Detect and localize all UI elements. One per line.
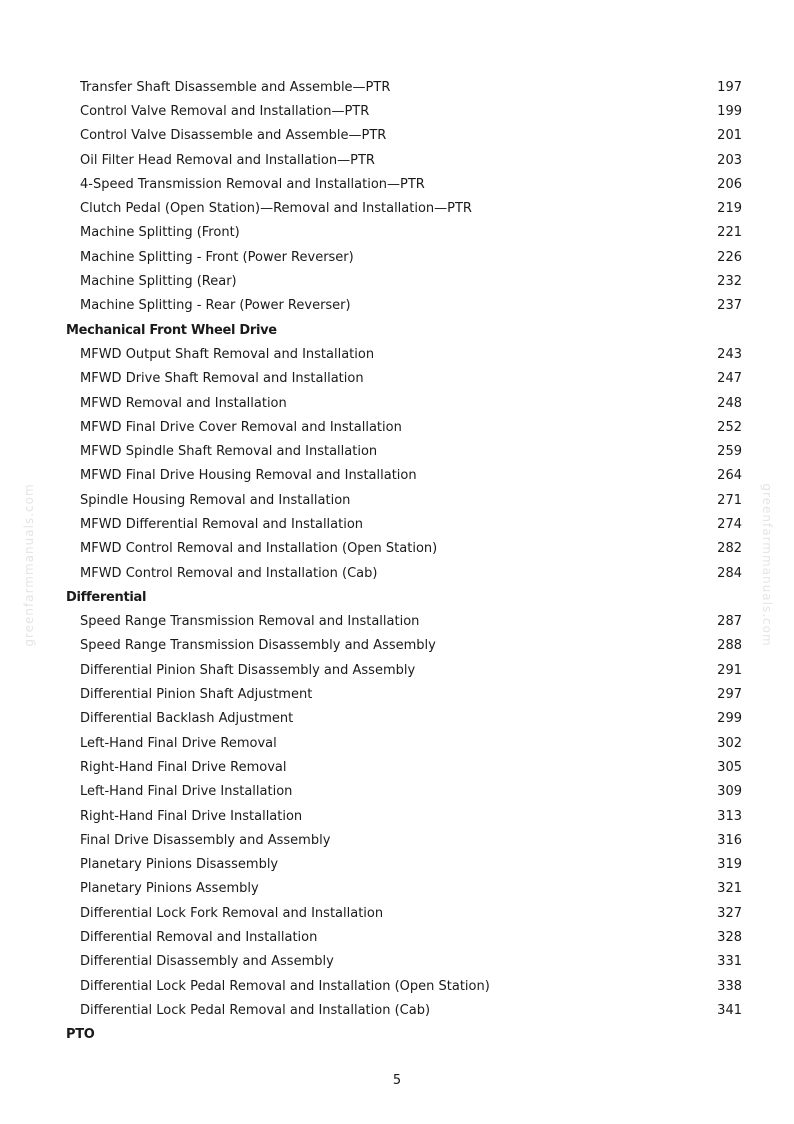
toc-entry[interactable] — [66, 610, 742, 634]
entry-title: Speed Range Transmission Removal and Installation — [80, 614, 420, 630]
entry-title: Differential Lock Pedal Removal and Installation (Open Station) — [80, 978, 490, 994]
toc-entry[interactable] — [66, 342, 742, 366]
entry-page-number: 328 — [717, 930, 742, 946]
toc-entry[interactable] — [66, 925, 742, 949]
toc-entry[interactable] — [66, 99, 742, 123]
entry-page-number: 309 — [717, 784, 742, 800]
entry-title: Spindle Housing Removal and Installation — [80, 492, 351, 508]
toc-entry[interactable] — [66, 367, 742, 391]
entry-title: Machine Splitting - Front (Power Reverser) — [80, 249, 354, 265]
toc-entry[interactable] — [66, 124, 742, 148]
entry-title: Control Valve Disassemble and Assemble—PTR — [80, 128, 387, 144]
entry-page-number: 288 — [717, 638, 742, 654]
entry-title: Machine Splitting (Rear) — [80, 274, 237, 290]
toc-entry[interactable] — [66, 853, 742, 877]
entry-title: Left-Hand Final Drive Installation — [80, 784, 293, 800]
entry-title: Machine Splitting (Front) — [80, 225, 240, 241]
entry-title: MFWD Final Drive Cover Removal and Installation — [80, 419, 402, 435]
entry-page-number: 219 — [717, 201, 742, 217]
entry-title: Transfer Shaft Disassemble and Assemble—PTR — [80, 79, 391, 95]
entry-title: Speed Range Transmission Disassembly and Assembly — [80, 638, 436, 654]
entry-page-number: 341 — [717, 1002, 742, 1018]
entry-page-number: 313 — [717, 808, 742, 824]
toc-entry[interactable] — [66, 634, 742, 658]
toc-entry[interactable] — [66, 439, 742, 463]
entry-page-number: 319 — [717, 857, 742, 873]
toc-section-heading — [66, 585, 742, 609]
toc-entry[interactable] — [66, 464, 742, 488]
entry-page-number: 338 — [717, 978, 742, 994]
entry-title: Right-Hand Final Drive Removal — [80, 759, 287, 775]
entry-title: Planetary Pinions Assembly — [80, 881, 259, 897]
entry-page-number: 203 — [717, 152, 742, 168]
entry-page-number: 197 — [717, 79, 742, 95]
entry-page-number: 327 — [717, 905, 742, 921]
entry-page-number: 252 — [717, 419, 742, 435]
entry-page-number: 206 — [717, 176, 742, 192]
entry-page-number: 284 — [717, 565, 742, 581]
toc-entry[interactable] — [66, 561, 742, 585]
toc-entry[interactable] — [66, 269, 742, 293]
entry-title: MFWD Drive Shaft Removal and Installation — [80, 371, 364, 387]
entry-title: 4-Speed Transmission Removal and Installation—PTR — [80, 176, 425, 192]
page-number: 5 — [392, 1073, 402, 1088]
toc-entry[interactable] — [66, 415, 742, 439]
entry-page-number: 264 — [717, 468, 742, 484]
entry-page-number: 305 — [717, 759, 742, 775]
toc-entry[interactable] — [66, 172, 742, 196]
toc-entry[interactable] — [66, 294, 742, 318]
entry-title: MFWD Control Removal and Installation (Open Station) — [80, 541, 438, 557]
entry-page-number: 221 — [717, 225, 742, 241]
toc-section-heading — [66, 1023, 742, 1047]
entry-title: MFWD Final Drive Housing Removal and Installation — [80, 468, 417, 484]
toc-entry[interactable] — [66, 755, 742, 779]
entry-title: Differential Removal and Installation — [80, 930, 318, 946]
toc-entry[interactable] — [66, 731, 742, 755]
entry-page-number: 299 — [717, 711, 742, 727]
entry-page-number: 316 — [717, 832, 742, 848]
toc-entry[interactable] — [66, 707, 742, 731]
entry-page-number: 259 — [717, 444, 742, 460]
toc-entry[interactable] — [66, 245, 742, 269]
entry-title: Differential Pinion Shaft Adjustment — [80, 687, 313, 703]
entry-title: MFWD Spindle Shaft Removal and Installation — [80, 444, 378, 460]
entry-page-number: 331 — [717, 954, 742, 970]
entry-page-number: 321 — [717, 881, 742, 897]
section-title: Differential — [66, 589, 147, 605]
toc-entry[interactable] — [66, 221, 742, 245]
toc-entry[interactable] — [66, 974, 742, 998]
watermark-right: greenfarmmanuals.com — [760, 483, 774, 647]
entry-title: Machine Splitting - Rear (Power Reverser) — [80, 298, 351, 314]
entry-title: Right-Hand Final Drive Installation — [80, 808, 303, 824]
section-title: PTO — [66, 1027, 95, 1043]
toc-entry[interactable] — [66, 682, 742, 706]
watermark-left: greenfarmmanuals.com — [22, 483, 36, 647]
entry-page-number: 282 — [717, 541, 742, 557]
entry-page-number: 271 — [717, 492, 742, 508]
toc-entry[interactable] — [66, 196, 742, 220]
toc-entry[interactable] — [66, 537, 742, 561]
toc-entry[interactable] — [66, 75, 742, 99]
entry-page-number: 247 — [717, 371, 742, 387]
entry-title: Differential Pinion Shaft Disassembly and Assembly — [80, 662, 416, 678]
toc-entry[interactable] — [66, 877, 742, 901]
entry-title: Control Valve Removal and Installation—PTR — [80, 103, 370, 119]
entry-page-number: 199 — [717, 103, 742, 119]
entry-page-number: 297 — [717, 687, 742, 703]
entry-title: Differential Lock Pedal Removal and Installation (Cab) — [80, 1002, 431, 1018]
toc-entry[interactable] — [66, 950, 742, 974]
toc-section-heading — [66, 318, 742, 342]
entry-title: Left-Hand Final Drive Removal — [80, 735, 277, 751]
entry-title: MFWD Output Shaft Removal and Installation — [80, 346, 375, 362]
toc-entry[interactable] — [66, 901, 742, 925]
toc-entry[interactable] — [66, 658, 742, 682]
entry-page-number: 232 — [717, 274, 742, 290]
entry-page-number: 237 — [717, 298, 742, 314]
entry-page-number: 274 — [717, 516, 742, 532]
entry-title: Clutch Pedal (Open Station)—Removal and Installation—PTR — [80, 201, 472, 217]
entry-title: MFWD Differential Removal and Installation — [80, 516, 364, 532]
entry-title: MFWD Control Removal and Installation (Cab) — [80, 565, 378, 581]
toc-entry[interactable] — [66, 780, 742, 804]
toc-entry[interactable] — [66, 828, 742, 852]
entry-page-number: 287 — [717, 614, 742, 630]
entry-title: Differential Backlash Adjustment — [80, 711, 294, 727]
entry-title: Final Drive Disassembly and Assembly — [80, 832, 331, 848]
entry-title: Differential Lock Fork Removal and Installation — [80, 905, 384, 921]
entry-page-number: 291 — [717, 662, 742, 678]
entry-page-number: 243 — [717, 346, 742, 362]
entry-title: Differential Disassembly and Assembly — [80, 954, 334, 970]
toc-entry[interactable] — [66, 488, 742, 512]
toc-entry[interactable] — [66, 998, 742, 1022]
toc-entry[interactable] — [66, 391, 742, 415]
entry-title: Oil Filter Head Removal and Installation—PTR — [80, 152, 375, 168]
entry-page-number: 226 — [717, 249, 742, 265]
entry-page-number: 248 — [717, 395, 742, 411]
toc-entry[interactable] — [66, 512, 742, 536]
table-of-contents — [66, 75, 742, 1047]
section-title: Mechanical Front Wheel Drive — [66, 322, 277, 338]
entry-page-number: 201 — [717, 128, 742, 144]
toc-entry[interactable] — [66, 148, 742, 172]
toc-entry[interactable] — [66, 804, 742, 828]
entry-page-number: 302 — [717, 735, 742, 751]
entry-title: MFWD Removal and Installation — [80, 395, 287, 411]
entry-title: Planetary Pinions Disassembly — [80, 857, 279, 873]
